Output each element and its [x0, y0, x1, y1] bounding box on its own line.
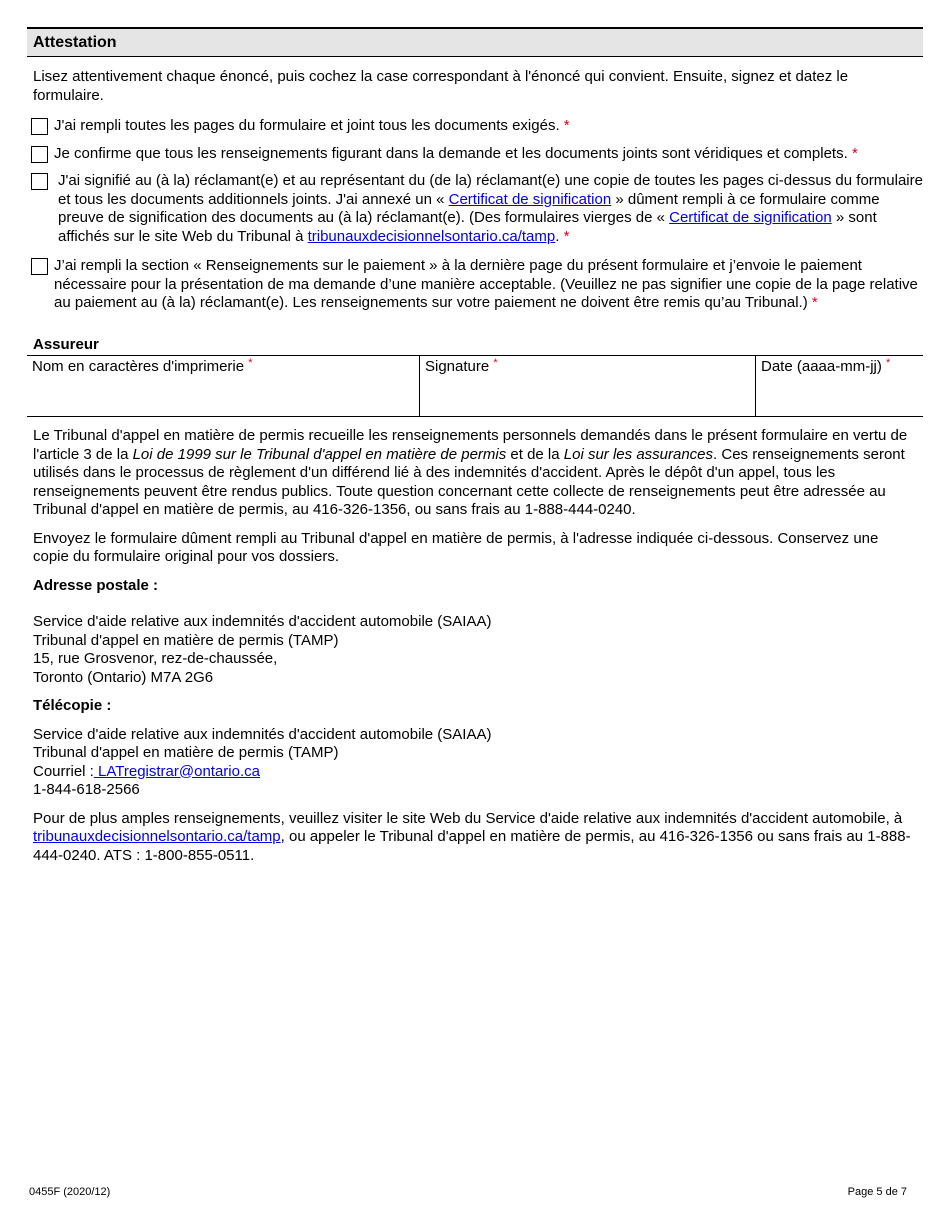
- address-line: Tribunal d'appel en matière de permis (TAMP): [33, 631, 339, 649]
- attestation-item-4: [27, 257, 923, 313]
- fax-phone: 1-844-618-2566: [33, 781, 140, 798]
- more-info-text: , ou appeler le Tribunal d'appel en matière de permis, au 416-326-1356 ou sans frais au 1-888-444-0240. ATS : 1-800-855-0511.: [33, 828, 911, 864]
- more-info: [27, 810, 923, 866]
- send-instruction: Envoyez le formulaire dûment rempli au Tribunal d'appel en matière de permis, à l'adresse indiquée ci-dessous. Conservez une copie du formulaire original pour vos dossiers.: [33, 529, 879, 565]
- checkbox-label: J’ai rempli la section « Renseignements sur le paiement » à la dernière page du présent formulaire et j’envoie le paiement nécessaire pour la présentation de ma demande d’une manière acceptable. (Veuillez ne pas signifier une copie de la page relative au paiement au (à la) réclamant(e). Les renseignements sur votre paiement ne doivent être remis qu’au Tribunal.): [54, 257, 918, 311]
- page-number: Page 5 de 7: [847, 1186, 907, 1198]
- name-label: Nom en caractères d'imprimerie: [32, 358, 245, 375]
- required-mark: *: [493, 357, 498, 369]
- address-line: Service d'aide relative aux indemnités d'accident automobile (SAIAA): [33, 613, 492, 630]
- email-line: [33, 763, 917, 782]
- checkbox-pages-complete[interactable]: [31, 118, 48, 135]
- postal-heading: Adresse postale :: [33, 576, 159, 594]
- required-mark: *: [811, 294, 818, 311]
- privacy-notice: [27, 427, 923, 520]
- signature-label: Signature: [425, 358, 490, 375]
- section-header: [27, 27, 923, 57]
- address-line: 15, rue Grosvenor, rez-de-chaussée,: [33, 650, 278, 667]
- date-label: Date (aaaa-mm-jj): [761, 358, 882, 375]
- required-mark: *: [886, 357, 891, 369]
- checkbox-info-true[interactable]: [31, 146, 48, 163]
- name-field[interactable]: [27, 356, 419, 416]
- privacy-text: et de la: [506, 445, 564, 463]
- signature-field[interactable]: [419, 356, 755, 416]
- checkbox-label: Je confirme que tous les renseignements figurant dans la demande et les documents joints sont véridiques et complets.: [54, 144, 848, 162]
- address-line: Toronto (Ontario) M7A 2G6: [33, 668, 214, 686]
- attestation-item-1: [27, 117, 923, 136]
- address-line: Tribunal d'appel en matière de permis (TAMP): [33, 744, 339, 761]
- insurer-signature-table: [27, 355, 923, 417]
- postal-address: [27, 613, 923, 687]
- attestation-item-2: [27, 145, 923, 164]
- checkbox-label: J'ai rempli toutes les pages du formulaire et joint tous les documents exigés.: [54, 117, 560, 134]
- law-title: Loi sur les assurances: [563, 445, 714, 463]
- email-label: Courriel :: [33, 762, 94, 780]
- attestation-page: [27, 27, 923, 865]
- privacy-text: . Ces renseignements seront utilisés dans le processus de règlement d'un différend lié à des indemnités d'accident. Après le dépôt d'un appel, tous les renseignements peuvent être rendus publics. Toute question concernant cette collecte de renseignements peut être adressée au Tribunal d'appel en matière de permis, au 416-326-1356, ou sans frais au 1-888-444-0240.: [33, 445, 905, 518]
- email-link[interactable]: LATregistrar@ontario.ca: [93, 762, 260, 780]
- required-mark: *: [563, 117, 570, 134]
- date-field[interactable]: [755, 356, 923, 416]
- section-title: Attestation: [33, 34, 117, 51]
- address-line: Service d'aide relative aux indemnités d'accident automobile (SAIAA): [33, 725, 492, 743]
- fax-heading: Télécopie :: [33, 697, 112, 714]
- checkbox-payment[interactable]: [31, 258, 48, 275]
- fax-contact: [27, 726, 923, 800]
- checkbox-label-part: » sont affichés sur le site Web du Tribunal à: [58, 209, 877, 245]
- certificate-link[interactable]: Certificat de signification: [669, 209, 832, 226]
- tribunal-website-link[interactable]: tribunauxdecisionnelsontario.ca/tamp: [33, 828, 281, 845]
- tribunal-website-link[interactable]: tribunauxdecisionnelsontario.ca/tamp: [307, 227, 556, 245]
- required-mark: *: [248, 357, 253, 369]
- attestation-item-3: [27, 172, 923, 246]
- required-mark: *: [563, 227, 570, 245]
- checkbox-label-part: .: [555, 227, 560, 245]
- intro-text: Lisez attentivement chaque énoncé, puis cochez la case correspondant à l'énoncé qui convient. Ensuite, signez et datez le formulaire.: [33, 68, 849, 104]
- form-code: 0455F (2020/12): [29, 1186, 111, 1198]
- required-mark: *: [851, 144, 858, 162]
- certificate-link[interactable]: Certificat de signification: [448, 190, 612, 208]
- checkbox-label-part: » dûment rempli à ce formulaire comme preuve de signification des documents au (à la) réclamant(e). (Des formulaires vierges de «: [58, 190, 880, 226]
- law-title: Loi de 1999 sur le Tribunal d'appel en matière de permis: [132, 445, 507, 463]
- insurer-title: Assureur: [33, 335, 99, 353]
- privacy-text: Le Tribunal d'appel en matière de permis recueille les renseignements personnels demandés dans le présent formulaire en vertu de l'article 3 de la: [33, 427, 908, 463]
- checkbox-service[interactable]: [31, 173, 48, 190]
- checkbox-label-part: J'ai signifié au (à la) réclamant(e) et au représentant du (de la) réclamant(e) une copie de toutes les pages ci-dessus du formulaire et tous les documents additionnels joints. J'ai annexé un «: [58, 172, 923, 208]
- more-info-text: Pour de plus amples renseignements, veuillez visiter le site Web du Service d'aide relative aux indemnités d'accident automobile, à: [33, 809, 903, 827]
